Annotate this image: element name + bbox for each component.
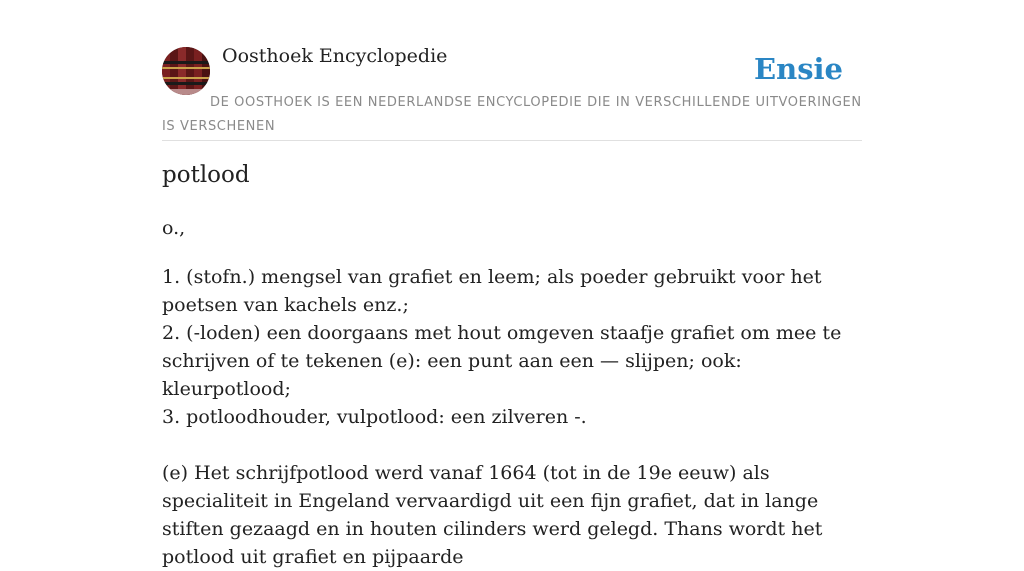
site-header [162, 0, 862, 141]
grammar-label: o., [162, 217, 186, 239]
brand-logo[interactable]: Ensie [754, 52, 843, 86]
definition-item: 2. (-loden) een doorgaans met hout omgeven staafje grafiet om mee te schrijven of te tekenen (e): een punt aan een — slijpen; ook: kleurpotlood; [162, 322, 842, 400]
definition-item: 3. potloodhouder, vulpotlood: een zilveren -. [162, 406, 587, 428]
encyclopedia-books-icon[interactable] [162, 47, 210, 95]
main-container [162, 0, 862, 568]
entry-body [162, 263, 862, 571]
entry-note: (e) Het schrijfpotlood werd vanaf 1664 (tot in de 19e eeuw) als specialiteit in Engeland vervaardigd uit een fijn grafiet, dat in lange stiften gezaagd en in houten cilinders werd gelegd. Thans wordt het potlood uit grafiet en pijpaarde [162, 462, 823, 568]
definition-item: 1. (stofn.) mengsel van grafiet en leem; als poeder gebruikt voor het poetsen van kachels enz.; [162, 266, 822, 316]
site-subtitle: DE OOSTHOEK IS EEN NEDERLANDSE ENCYCLOPEDIE DIE IN VERSCHILLENDE UITVOERINGEN IS VERSCHENEN [162, 95, 862, 134]
site-title[interactable]: Oosthoek Encyclopedie [222, 45, 448, 67]
entry-title: potlood [162, 162, 250, 188]
